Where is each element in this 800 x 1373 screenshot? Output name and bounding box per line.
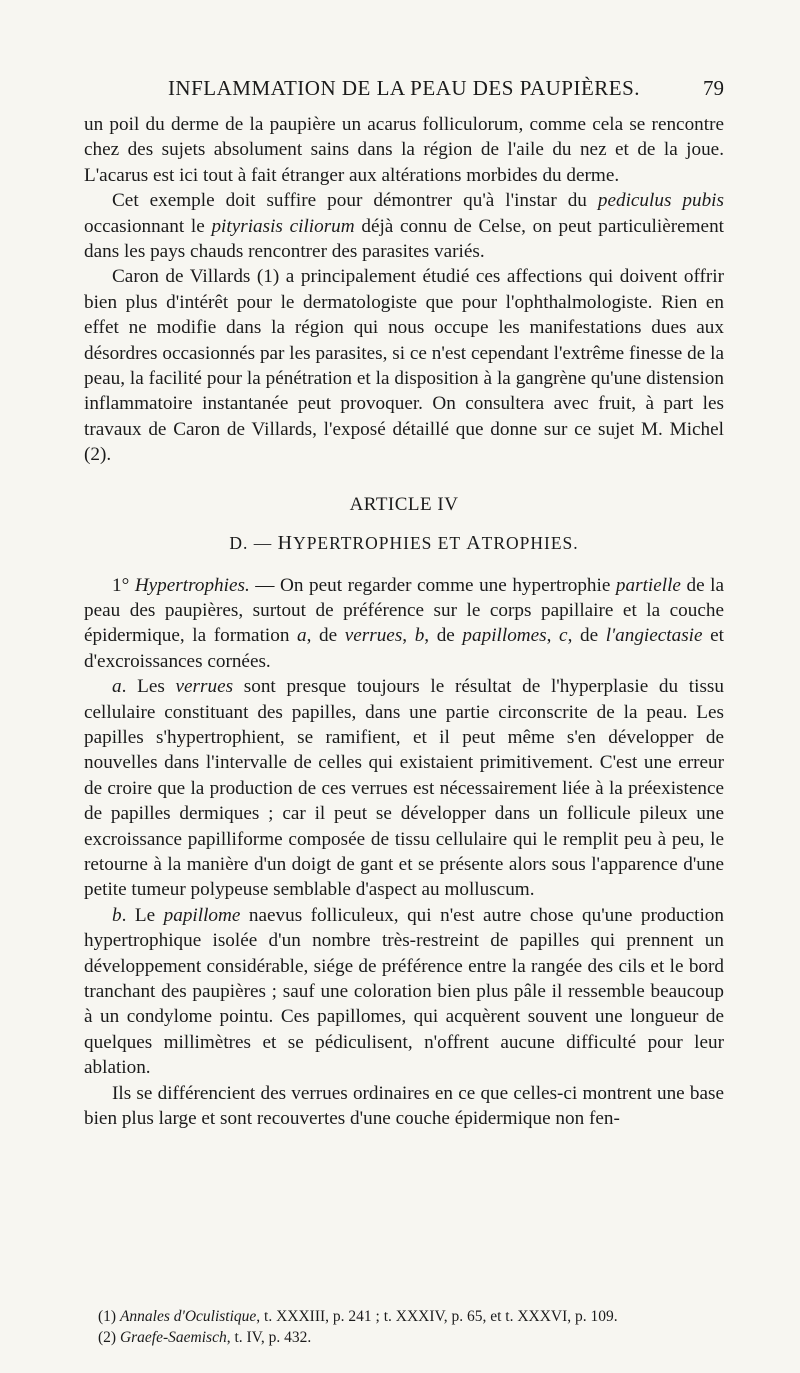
smallcap-initial: H	[277, 532, 294, 555]
paragraph-5	[84, 674, 724, 903]
footnote-source: Graefe-Saemisch	[119, 1329, 227, 1346]
section-prefix: D. —	[229, 533, 278, 554]
paragraph-6	[84, 903, 724, 1081]
smallcap-rest: YPERTROPHIES ET	[293, 533, 467, 554]
italic-term: Hypertrophies.	[134, 574, 250, 596]
footnote-source: Annales d'Oculistique	[119, 1308, 257, 1325]
text-run: , de	[424, 625, 463, 647]
text-run: . Les	[121, 676, 176, 698]
footnote-marker: (2)	[98, 1329, 120, 1346]
paragraph-4	[84, 573, 724, 675]
footnote-marker: (1)	[98, 1308, 120, 1325]
text-run: un poil du derme de la paupière un acarus folliculorum, comme cela se rencontre chez des sujets absolument sains dans la région de l'aile du nez et de la joue. L'acarus est ici tout à fait étranger aux altérations morbides du derme.	[84, 114, 724, 186]
footnotes	[84, 1306, 724, 1348]
italic-term: papillomes	[462, 625, 547, 647]
article-heading: ARTICLE IV	[349, 493, 459, 515]
text-run: occasionnant le	[84, 215, 212, 237]
footnote-1	[84, 1306, 724, 1327]
page-number: 79	[703, 76, 724, 100]
italic-letter: a	[112, 676, 122, 698]
footnote-ref: , t. IV, p. 432.	[226, 1329, 312, 1346]
italic-term: partielle	[615, 574, 681, 596]
text-run: ,	[402, 625, 415, 647]
running-title: INFLAMMATION DE LA PEAU DES PAUPIÈRES.	[167, 76, 641, 100]
section-heading	[84, 531, 724, 556]
paragraph-1	[84, 112, 724, 188]
text-run: , de	[306, 625, 345, 647]
text-run: ,	[546, 625, 560, 647]
italic-letter: b	[414, 625, 425, 647]
paragraph-2	[84, 188, 724, 264]
text-run: déjà connu de Celse, on peut particulièrement dans les pays chauds rencontrer des parasites variés.	[84, 215, 724, 263]
smallcap-initial: A	[466, 532, 482, 555]
footnote-2	[84, 1327, 724, 1348]
text-run: . Le	[121, 904, 164, 926]
italic-letter: c	[559, 625, 568, 647]
italic-term: verrues	[344, 625, 403, 647]
text-run: de la peau des paupières, surtout de préférence sur le corps papillaire et la couche épidermique, la formation	[84, 574, 724, 647]
italic-term: l'angiectasie	[605, 625, 703, 647]
italic-term: pityriasis ciliorum	[211, 215, 355, 237]
paragraph-3	[84, 264, 724, 467]
text-run: Caron de Villards (1) a principalement étudié ces affections qui doivent offrir bien plus d'intérêt pour le dermatologiste que pour l'ophthalmologiste. Rien en effet ne modifie dans la région qui nous occupe les manifestations dues aux désordres occasionnés par les parasites, si ce n'est cependant l'extrême finesse de la peau, la facilité pour la pénétration et la disposition à la gangrène qu'une distension inflammatoire instantanée peut provoquer. On consultera avec fruit, à part les travaux de Caron de Villards, l'exposé détaillé que donne sur ce sujet M. Michel (2).	[84, 266, 724, 466]
text-run: — On peut regarder comme une hypertrophie	[249, 574, 616, 596]
body-text	[84, 112, 724, 1131]
page-header	[84, 74, 724, 104]
text-run: 1°	[112, 574, 135, 596]
text-run: et d'excroissances cornées.	[84, 625, 724, 672]
footnote-ref: , t. XXXIII, p. 241 ; t. XXXIV, p. 65, et t. XXXVI, p. 109.	[256, 1308, 618, 1325]
paragraph-7	[84, 1081, 724, 1132]
italic-term: verrues	[175, 676, 234, 698]
italic-letter: a	[297, 625, 307, 647]
italic-term: papillome	[163, 904, 241, 926]
text-run: naevus folliculeux, qui n'est autre chose qu'une production hypertrophique isolée d'un nombre très-restreint de papilles qui prennent un développement considérable, siége de préférence entre la rangée des cils et le bord tranchant des paupières ; sauf une coloration bien plus pâle il ressemble beaucoup à un condylome pointu. Ces papillomes, qui acquèrent souvent une longueur de quelques millimètres et se pédiculisent, n'offrent aucune difficulté pour leur ablation.	[84, 904, 724, 1079]
italic-term: pediculus pubis	[597, 190, 724, 212]
text-run: Ils se différencient des verrues ordinaires en ce que celles-ci montrent une base bien plus large et sont recouvertes d'une couche épidermique non fen-	[84, 1082, 724, 1130]
text-run: sont presque toujours le résultat de l'hyperplasie du tissu cellulaire constituant des papilles, dans une partie circonscrite de la peau. Les papilles s'hypertrophient, se ramifient, et il peut même s'en développer de nouvelles dans l'intervalle de celles qui existaient primitivement. C'est une erreur de croire que la production de ces verrues est nécessairement liée à la préexistence de papilles dermiques ; car il peut se développer dans un follicule pileux une excroissance papilliforme composée de tissu cellulaire qui le remplit peu à peu, le retourne à la manière d'un doigt de gant et se présente alors sous l'apparence d'une petite tumeur polypeuse semblable d'aspect au molluscum.	[84, 676, 724, 901]
text-run: , de	[567, 625, 606, 647]
italic-letter: b	[112, 904, 122, 926]
smallcap-rest: TROPHIES.	[481, 533, 579, 554]
text-run: Cet exemple doit suffire pour démontrer qu'à l'instar du	[112, 190, 598, 212]
